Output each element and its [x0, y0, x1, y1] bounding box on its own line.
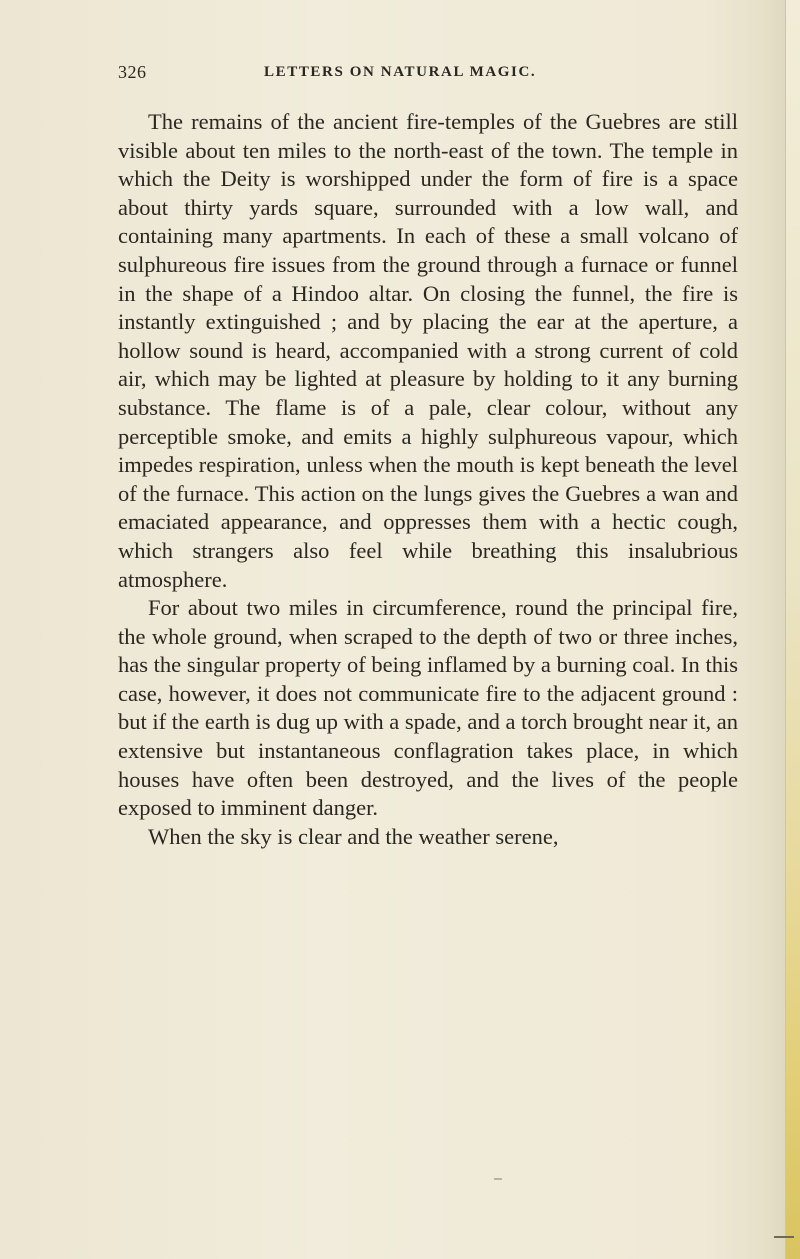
- paragraph: The remains of the ancient fire-temples of the Guebres are still visible about ten miles to the north-east of the town. The temple in which the Deity is worshipped under the form of fire is a space about thirty yards square, surrounded with a low wall, and containing many apartments. In each of these a small volcano of sulphureous fire issues from the ground through a furnace or funnel in the shape of a Hindoo altar. On closing the funnel, the fire is instantly extinguished ; and by placing the ear at the aperture, a hollow sound is heard, accompanied with a strong current of cold air, which may be lighted at pleasure by holding to it any burning substance. The flame is of a pale, clear colour, without any perceptible smoke, and emits a highly sulphureous vapour, which impedes respiration, unless when the mouth is kept beneath the level of the furnace. This action on the lungs gives the Guebres a wan and emaciated appearance, and oppresses them with a hectic cough, which strangers also feel while breathing this insalubrious atmosphere.: [118, 109, 738, 592]
- paragraph: For about two miles in circumference, round the principal fire, the whole ground, when scraped to the depth of two or three inches, has the singular property of being inflamed by a burning coal. In this case, however, it does not communicate fire to the adjacent ground : but if the earth is dug up with a spade, and a torch brought near it, an extensive but instantaneous conflagration takes place, in which houses have often been destroyed, and the lives of the people exposed to imminent danger.: [118, 595, 738, 821]
- edge-mark: [774, 1236, 794, 1238]
- ink-mark: [494, 1178, 502, 1180]
- body-text: [118, 108, 738, 851]
- page-header: [118, 62, 758, 92]
- paragraph: When the sky is clear and the weather serene,: [148, 823, 559, 849]
- page-number: 326: [118, 62, 147, 82]
- page-edge: [785, 0, 800, 1259]
- running-head: LETTERS ON NATURAL MAGIC.: [264, 64, 537, 80]
